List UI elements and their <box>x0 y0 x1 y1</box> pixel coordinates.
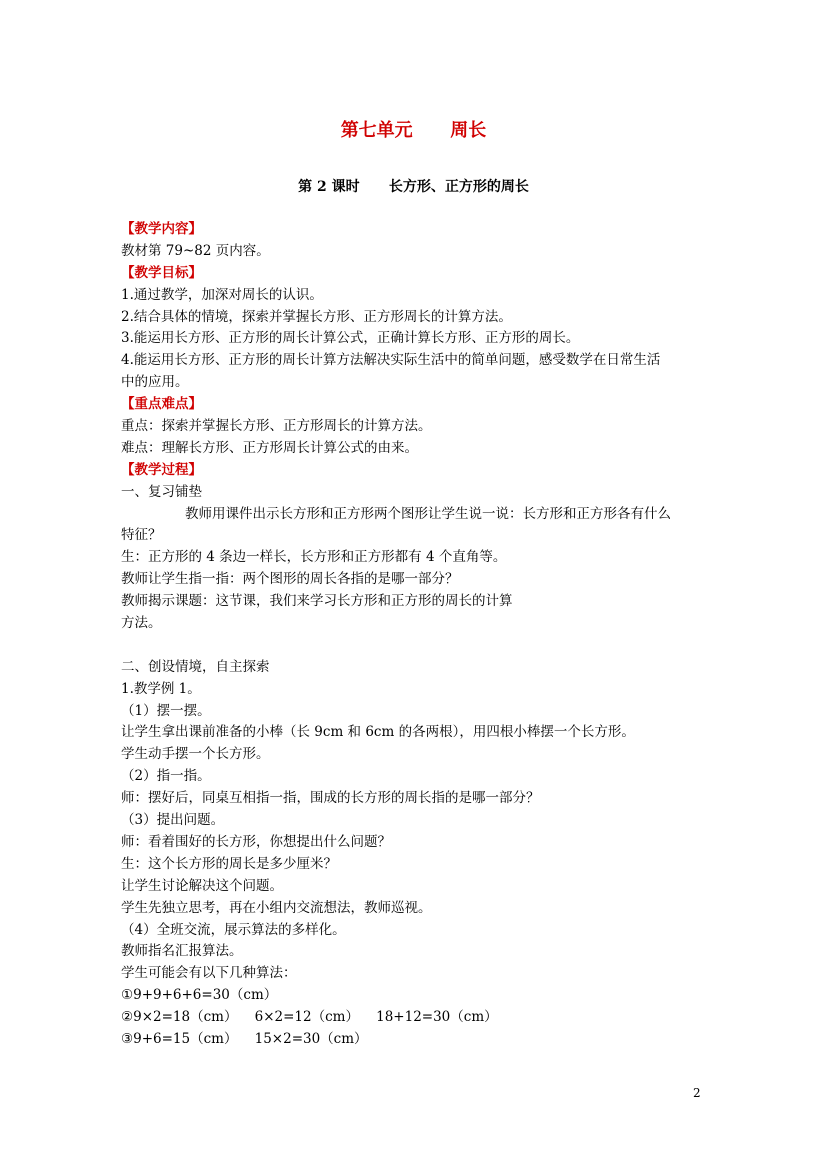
paragraph-line: 学生先独立思考，再在小组内交流想法，教师巡视。 <box>121 899 432 916</box>
lesson-subtitle: 第 2 课时 长方形、正方形的周长 <box>298 179 529 195</box>
paragraph-line: 让学生拿出课前准备的小棒（长 9cm 和 6cm 的各两根），用四根小棒摆一个长方形。 <box>121 724 635 741</box>
paragraph-line: （1）摆一摆。 <box>121 702 211 719</box>
paragraph-line: 师：看着围好的长方形，你想提出什么问题？ <box>121 833 391 850</box>
paragraph-line <box>121 635 711 657</box>
section-heading: 【教学目标】 <box>121 264 202 281</box>
paragraph-line: ①9+9+6+6=30（cm） <box>121 987 278 1004</box>
paragraph-line: 师：摆好后，同桌互相指一指，围成的长方形的周长指的是哪一部分？ <box>121 790 540 807</box>
paragraph-line: 教师揭示课题：这节课，我们来学习长方形和正方形的周长的计算 <box>121 593 513 610</box>
paragraph-line: （3）提出问题。 <box>121 812 225 829</box>
paragraph-line: 难点：理解长方形、正方形周长计算公式的由来。 <box>121 439 418 456</box>
paragraph-line: （2）指一指。 <box>121 768 211 785</box>
paragraph-line: 1.通过教学，加深对周长的认识。 <box>121 286 323 303</box>
paragraph-line: 重点：探索并掌握长方形、正方形周长的计算方法。 <box>121 418 432 435</box>
paragraph-line: 生：这个长方形的周长是多少厘米？ <box>121 855 337 872</box>
section-heading: 【教学过程】 <box>121 461 202 478</box>
paragraph-line: 1.教学例 1。 <box>121 680 201 697</box>
paragraph-line: 让学生讨论解决这个问题。 <box>121 877 283 894</box>
unit-title: 第七单元 周长 <box>340 120 487 141</box>
paragraph-line: ②9×2=18（cm） 6×2=12（cm） 18+12=30（cm） <box>121 1009 498 1026</box>
section-heading: 【重点难点】 <box>121 396 202 413</box>
paragraph-line: 2.结合具体的情境，探索并掌握长方形、正方形周长的计算方法。 <box>121 308 512 325</box>
paragraph-line: 一、复习铺垫 <box>121 483 202 500</box>
paragraph-line: （4）全班交流，展示算法的多样化。 <box>121 921 346 938</box>
document-body <box>121 219 711 1051</box>
paragraph-line: 特征？ <box>121 527 162 544</box>
paragraph-line: 学生可能会有以下几种算法： <box>121 965 297 982</box>
paragraph-line: 3.能运用长方形、正方形的周长计算公式，正确计算长方形、正方形的周长。 <box>121 330 580 347</box>
paragraph-line: 二、创设情境，自主探索 <box>121 658 270 675</box>
page-number: 2 <box>693 1086 701 1100</box>
paragraph-line: 生：正方形的 4 条边一样长，长方形和正方形都有 4 个直角等。 <box>121 549 507 566</box>
paragraph-line: 学生动手摆一个长方形。 <box>121 746 270 763</box>
paragraph-line: 4.能运用长方形、正方形的周长计算方法解决实际生活中的简单问题，感受数学在日常生活 <box>121 352 661 369</box>
paragraph-line: 中的应用。 <box>121 374 189 391</box>
paragraph-line: ③9+6=15（cm） 15×2=30（cm） <box>121 1030 368 1047</box>
paragraph-line: 方法。 <box>121 615 162 632</box>
paragraph-line: 教师让学生指一指：两个图形的周长各指的是哪一部分？ <box>121 571 459 588</box>
section-heading: 【教学内容】 <box>121 221 202 237</box>
paragraph-line: 教材第 79~82 页内容。 <box>121 242 270 259</box>
paragraph-line: 教师用课件出示长方形和正方形两个图形让学生说一说：长方形和正方形各有什么 <box>185 505 671 522</box>
paragraph-line: 教师指名汇报算法。 <box>121 943 243 960</box>
